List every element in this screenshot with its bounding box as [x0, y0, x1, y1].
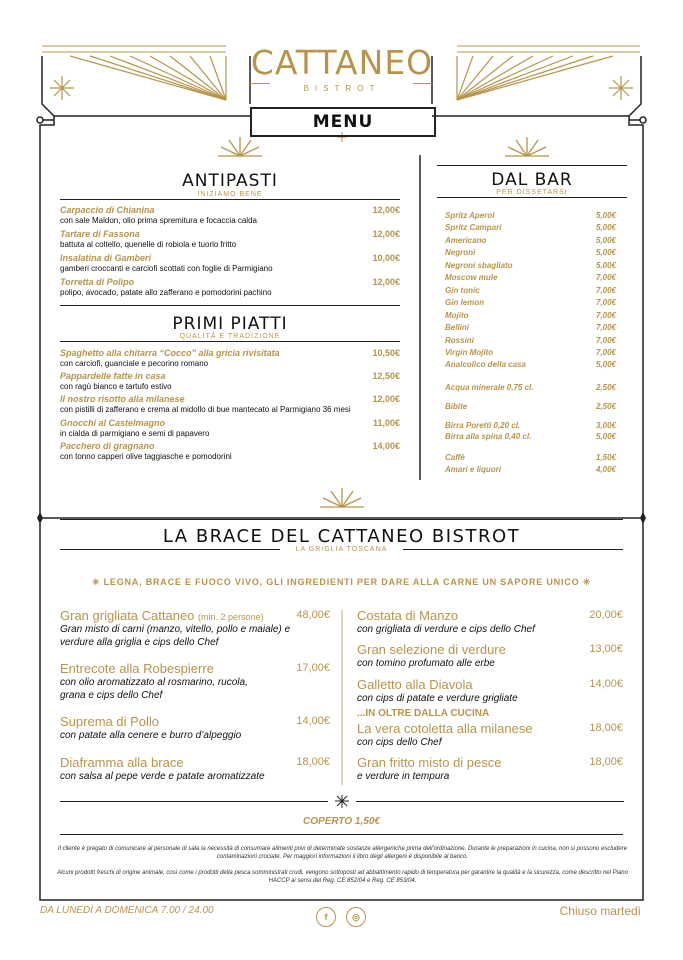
haccp-disclaimer: Alcuni prodotti freschi di origine animale, così come i prodotti della pesca somministrati crudi, vengono sottoposti ad abbattimento rapido di temperatura per garantire la qualità e la sicurezza, come descritto nel Piano HACCP ai sensi del Reg. CE 852/04 e Reg. CE 853/04. — [57, 870, 628, 884]
bar-subtitle: PER DISSETARSI — [496, 189, 568, 196]
menu-item: Gnocchi al Castelmagno 11,00€ in cialda di parmigiano e semi di papavero — [60, 418, 400, 438]
menu-item: Il nostro risotto alla milanese 12,00€ con pistilli di zafferano e crema al midollo di bue mantecato al Parmigiano 36 mesi — [60, 394, 400, 414]
bar-item: Gin tonic 7,00€ — [445, 286, 616, 295]
grill-item: Gran fritto misto di pesce 18,00€ e verdure in tempura — [357, 755, 623, 782]
bar-extra: Birra Poretti 0,20 cl. 3,00€ — [445, 421, 616, 430]
menu-item: Pacchero di gragnano 14,00€ con tonno capperi olive taggiasche e pomodorini — [60, 441, 400, 461]
brace-title: LA BRACE DEL CATTANEO BISTROT — [162, 526, 521, 547]
primi-subtitle: QUALITÀ E TRADIZIONE — [179, 333, 281, 340]
menu-item: Insalatina di Gamberi 10,00€ gamberi croccanti e carciofi scottati con foglie di Parmigiano — [60, 253, 400, 273]
menu-item: Torretta di Polipo 12,00€ polipo, avocado, patate allo zafferano e pomodorini pachino — [60, 277, 400, 297]
bar-item: Bellini 7,00€ — [445, 323, 616, 332]
facebook-icon[interactable]: f — [316, 907, 336, 927]
grill-item: Gran grigliata Cattaneo (min. 2 persone) 48,00€ Gran misto di carni (manzo, vitello, pollo e maiale) e verdure alla griglia e cips dello Chef — [60, 608, 330, 648]
brand-name: CATTANEO — [250, 43, 434, 82]
coperto: COPERTO 1,50€ — [303, 816, 380, 827]
bar-item: Americano 5,00€ — [445, 236, 616, 245]
grill-item: Galletto alla Diavola 14,00€ con cips di patate e verdure grigliate — [357, 677, 623, 704]
allergen-disclaimer: Il cliente è pregato di comunicare al personale di sala la necessità di consumare alimenti privi di determinate sostanze allergeniche prima dell'ordinazione. Durante le preparazioni in cucina, non si possono escludere contaminazioni crociate. Per maggiori informazioni il libro degli allergeni è disponibile al banco. — [57, 846, 628, 860]
opening-hours: DA LUNEDÌ A DOMENICA 7.00 / 24.00 — [40, 905, 214, 916]
bar-item: Virgin Mojito 7,00€ — [445, 348, 616, 357]
inoltre-label: ...IN OLTRE DALLA CUCINA — [357, 708, 490, 719]
grill-item: La vera cotoletta alla milanese 18,00€ con cips dello Chef — [357, 721, 623, 748]
bar-extra: Amari e liquori 4,00€ — [445, 465, 616, 474]
bar-item: Spritz Campari 5,00€ — [445, 223, 616, 232]
bar-item: Gin lemon 7,00€ — [445, 298, 616, 307]
bar-extra: Caffè 1,50€ — [445, 453, 616, 462]
menu-item: Pappardelle fatte in casa 12,50€ con ragù bianco e tartufo estivo — [60, 371, 400, 391]
bar-extra: Bibite 2,50€ — [445, 402, 616, 411]
menu-item: Tartare di Fassona 12,00€ battuta al coltello, quenelle di robiola e tuorlo fritto — [60, 229, 400, 249]
bar-item: Analcolico della casa 5,00€ — [445, 360, 616, 369]
bar-extra: Birra alla spina 0,40 cl. 5,00€ — [445, 432, 616, 441]
bar-item: Mojito 7,00€ — [445, 311, 616, 320]
antipasti-title: ANTIPASTI — [182, 171, 278, 191]
brace-tagline: ✳ LEGNA, BRACE E FUOCO VIVO, GLI INGREDIENTI PER DARE ALLA CARNE UN SAPORE UNICO ✳ — [91, 577, 592, 587]
menu-title: MENU — [250, 107, 436, 137]
bar-item: Rossini 7,00€ — [445, 336, 616, 345]
grill-item: Diaframma alla brace 18,00€ con salsa al pepe verde e patate aromatizzate — [60, 755, 330, 782]
closed-day: Chiuso martedì — [559, 904, 641, 918]
bar-item: Negroni 5,00€ — [445, 248, 616, 257]
antipasti-subtitle: INIZIAMO BENE — [197, 191, 263, 198]
menu-item: Carpaccio di Chianina 12,00€ con sale Maldon, olio prima spremitura e focaccia calda — [60, 205, 400, 225]
menu-item: Spaghetto alla chitarra “Cocco” alla gricia rivisitata 10,50€ con carciofi, guanciale e pecorino romano — [60, 348, 400, 368]
bar-item: Negroni sbagliato 5,00€ — [445, 261, 616, 270]
grill-item: Suprema di Pollo 14,00€ con patate alla cenere e burro d’alpeggio — [60, 714, 330, 741]
instagram-icon[interactable]: ◎ — [346, 907, 366, 927]
grill-item: Entrecote alla Robespierre 17,00€ con olio aromatizzato al rosmarino, rucola, grana e cips dello Chef — [60, 661, 330, 701]
bar-title: DAL BAR — [491, 170, 573, 190]
bar-item: Moscow mule 7,00€ — [445, 273, 616, 282]
brand-logo — [250, 44, 434, 93]
grill-item: Costata di Manzo 20,00€ con grigliata di verdure e cips dello Chef — [357, 608, 623, 635]
bar-item: Spritz Aperol 5,00€ — [445, 211, 616, 220]
brand-sub: BISTROT — [303, 84, 381, 93]
primi-title: PRIMI PIATTI — [172, 314, 288, 334]
grill-item: Gran selezione di verdure 13,00€ con tomino profumato alle erbe — [357, 642, 623, 669]
bar-extra: Acqua minerale 0,75 cl. 2,50€ — [445, 383, 616, 392]
brace-subtitle: LA GRIGLIA TOSCANA — [295, 546, 388, 553]
